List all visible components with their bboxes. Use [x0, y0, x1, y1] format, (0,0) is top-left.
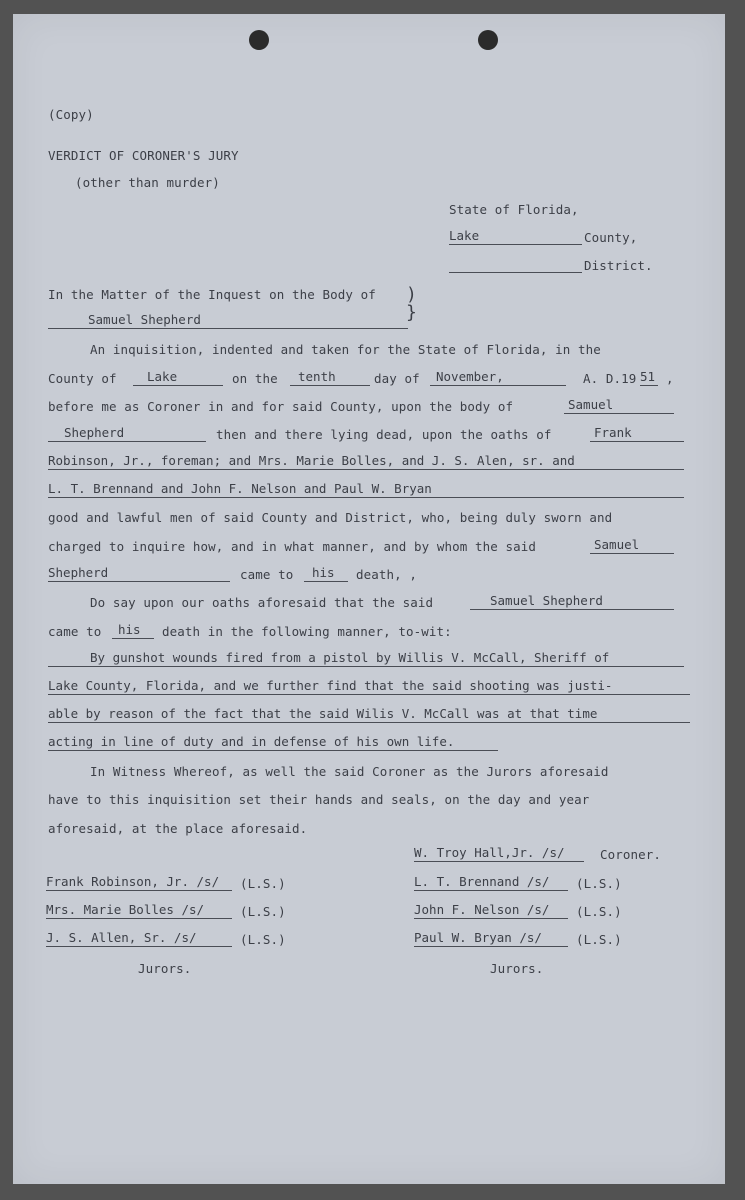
juror-seal-right-3: (L.S.) [576, 932, 622, 947]
inquest-county: Lake [133, 370, 223, 386]
body-line-11a: came to [48, 624, 102, 639]
body-line-2e: , [666, 371, 674, 386]
pronoun-2: his [112, 623, 154, 639]
juror-seal-left-2: (L.S.) [240, 904, 286, 919]
juror-seal-right-2: (L.S.) [576, 904, 622, 919]
body-line-2d: A. D.19 [583, 371, 637, 386]
juror-signature-left-2: Mrs. Marie Bolles /s/ [46, 903, 232, 919]
juror-signature-right-2: John F. Nelson /s/ [414, 903, 568, 919]
body-line-7: good and lawful men of said County and District, who, being duly sworn and [48, 510, 613, 525]
jurors-line-2: L. T. Brennand and John F. Nelson and Paul W. Bryan [48, 482, 684, 498]
witness-line-1: In Witness Whereof, as well the said Coroner as the Jurors aforesaid [90, 764, 609, 779]
matter-heading: In the Matter of the Inquest on the Body of [48, 287, 376, 302]
body-line-8: charged to inquire how, and in what manner, and by whom the said [48, 539, 537, 554]
coroner-title: Coroner. [600, 847, 662, 862]
finding-line-4: acting in line of duty and in defense of his own life. [48, 735, 498, 751]
copy-mark: (Copy) [48, 107, 94, 122]
deceased-first-name: Samuel [564, 398, 674, 414]
body-line-9a: came to [240, 567, 294, 582]
witness-line-3: aforesaid, at the place aforesaid. [48, 821, 308, 836]
venue-county-value: Lake [449, 229, 582, 245]
inquest-day: tenth [290, 370, 370, 386]
finding-line-1: By gunshot wounds fired from a pistol by Willis V. McCall, Sheriff of [48, 651, 684, 667]
venue-county-label: County, [584, 230, 638, 245]
coroner-signature: W. Troy Hall,Jr. /s/ [414, 846, 584, 862]
body-line-2a: County of [48, 371, 117, 386]
juror-signature-right-1: L. T. Brennand /s/ [414, 875, 568, 891]
matter-deceased: Samuel Shepherd [48, 313, 408, 329]
juror-signature-left-1: Frank Robinson, Jr. /s/ [46, 875, 232, 891]
foreman-first-name: Frank [590, 426, 684, 442]
matter-brace-top: ) [406, 284, 417, 305]
venue-state: State of Florida, [449, 202, 579, 217]
jurors-label-left: Jurors. [138, 961, 192, 976]
jurors-label-right: Jurors. [490, 961, 544, 976]
finding-line-2: Lake County, Florida, and we further find that the said shooting was justi- [48, 679, 690, 695]
juror-seal-left-3: (L.S.) [240, 932, 286, 947]
matter-brace-bottom: } [406, 302, 417, 323]
punch-hole-right [478, 30, 498, 50]
witness-line-2: have to this inquisition set their hands and seals, on the day and year [48, 792, 590, 807]
inquest-month: November, [430, 370, 566, 386]
deceased-full-name: Samuel Shepherd [470, 594, 674, 610]
body-line-4: then and there lying dead, upon the oaths of [216, 427, 552, 442]
jurors-line-1: Robinson, Jr., foreman; and Mrs. Marie Bolles, and J. S. Alen, sr. and [48, 454, 684, 470]
deceased-last-name: Shepherd [48, 426, 206, 442]
juror-signature-right-3: Paul W. Bryan /s/ [414, 931, 568, 947]
pronoun-1: his [304, 566, 348, 582]
document-subtitle: (other than murder) [75, 175, 220, 190]
juror-signature-left-3: J. S. Allen, Sr. /s/ [46, 931, 232, 947]
inquest-year: 51 [640, 370, 658, 386]
juror-seal-left-1: (L.S.) [240, 876, 286, 891]
venue-district-label: District. [584, 258, 653, 273]
body-line-3: before me as Coroner in and for said County, upon the body of [48, 399, 514, 414]
punch-hole-left [249, 30, 269, 50]
body-line-2b: on the [232, 371, 278, 386]
body-line-1: An inquisition, indented and taken for the State of Florida, in the [90, 342, 601, 357]
body-line-11b: death in the following manner, to-wit: [162, 624, 452, 639]
body-line-9b: death, , [356, 567, 418, 582]
deceased-last-name-2: Shepherd [48, 566, 230, 582]
deceased-first-name-2: Samuel [590, 538, 674, 554]
juror-seal-right-1: (L.S.) [576, 876, 622, 891]
body-line-10: Do say upon our oaths aforesaid that the said [90, 595, 434, 610]
body-line-2c: day of [374, 371, 420, 386]
finding-line-3: able by reason of the fact that the said Wilis V. McCall was at that time [48, 707, 690, 723]
document-title: VERDICT OF CORONER'S JURY [48, 148, 239, 163]
venue-district-value [449, 257, 582, 273]
